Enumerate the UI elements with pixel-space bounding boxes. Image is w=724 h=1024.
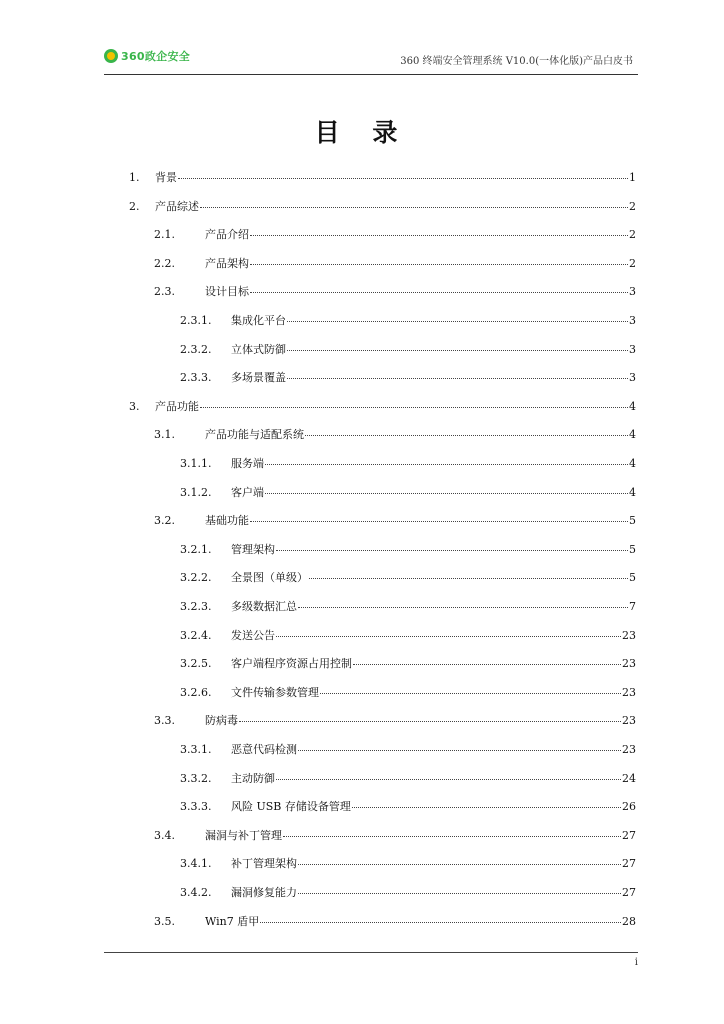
toc-entry[interactable] <box>129 398 636 418</box>
header-divider <box>104 74 638 75</box>
toc-entry-label: 全景图（单级） <box>231 571 308 585</box>
toc-entry-label: 客户端程序资源占用控制 <box>231 657 352 671</box>
dot-leader <box>265 493 628 494</box>
toc-entry-label: 客户端 <box>231 485 264 499</box>
dot-leader <box>260 922 621 923</box>
toc-entry-label: 管理架构 <box>231 542 275 556</box>
dot-leader <box>298 750 621 751</box>
toc-entry[interactable] <box>154 426 636 446</box>
toc-entry-number: 3.1. <box>154 428 175 442</box>
dot-leader <box>287 378 628 379</box>
toc-entry-page: 2 <box>629 228 636 242</box>
toc-entry-number: 3.1.1. <box>180 457 212 470</box>
toc-entry-page: 4 <box>629 428 636 442</box>
toc-entry[interactable] <box>180 655 636 675</box>
toc-entry[interactable] <box>180 341 636 361</box>
toc-entry-number: 3.5. <box>154 914 175 928</box>
toc-entry-label: 集成化平台 <box>231 314 286 327</box>
toc-entry-number: 3.4.2. <box>180 886 212 899</box>
toc-entry-page: 26 <box>622 800 636 814</box>
toc-entry-page: 4 <box>629 399 636 413</box>
toc-entry-page: 4 <box>629 485 636 499</box>
toc-entry-number: 3. <box>129 399 140 413</box>
toc-entry[interactable] <box>154 512 636 532</box>
toc-entry-number: 2.3. <box>154 285 175 299</box>
dot-leader <box>178 178 628 179</box>
toc-entry-page: 24 <box>622 771 636 785</box>
toc-entry-number: 3.3. <box>154 714 175 728</box>
toc-entry-number: 3.3.1. <box>180 743 212 756</box>
toc-entry-label: 立体式防御 <box>231 342 286 356</box>
dot-leader <box>287 350 628 351</box>
toc-entry-number: 1. <box>129 171 140 184</box>
logo-text: 360政企安全 <box>121 50 191 63</box>
toc-entry-number: 2.3.3. <box>180 371 212 385</box>
toc-entry[interactable] <box>180 369 636 389</box>
dot-leader <box>276 550 628 551</box>
toc-entry-number: 3.3.3. <box>180 800 212 814</box>
toc-entry-number: 3.2.5. <box>180 657 212 671</box>
dot-leader <box>352 807 621 808</box>
toc-entry-label: 漏洞与补丁管理 <box>205 828 282 842</box>
toc-entry-number: 2.2. <box>154 256 175 270</box>
toc-entry-page: 5 <box>629 542 636 556</box>
toc-entry-label: 服务端 <box>231 457 264 470</box>
toc-entry[interactable] <box>180 884 636 904</box>
dot-leader <box>320 693 621 694</box>
dot-leader <box>305 435 628 436</box>
toc-entry-page: 27 <box>622 886 636 899</box>
toc-entry-label: 基础功能 <box>205 514 249 528</box>
dot-leader <box>200 407 628 408</box>
toc-entry-number: 3.4.1. <box>180 857 212 871</box>
toc-entry-number: 3.2.4. <box>180 628 212 642</box>
dot-leader <box>250 264 628 265</box>
toc-entry-label: 漏洞修复能力 <box>231 886 297 899</box>
toc-entry-label: 补丁管理架构 <box>231 857 297 871</box>
toc-entry[interactable] <box>180 569 636 589</box>
toc-entry[interactable] <box>154 255 636 275</box>
toc-entry-page: 27 <box>622 828 636 842</box>
toc-entry-number: 3.2.6. <box>180 685 212 699</box>
toc-entry-label: 背景 <box>155 171 177 184</box>
toc-entry-number: 2. <box>129 199 140 213</box>
toc-entry-page: 3 <box>629 285 636 299</box>
toc-entry[interactable] <box>180 798 636 818</box>
dot-leader <box>239 721 621 722</box>
toc-entry[interactable] <box>129 169 636 189</box>
toc-entry-page: 3 <box>629 371 636 385</box>
toc-entry-label: 防病毒 <box>205 714 238 728</box>
toc-entry-label: 多级数据汇总 <box>231 600 297 613</box>
toc-entry-page: 27 <box>622 857 636 871</box>
toc-entry[interactable] <box>180 770 636 790</box>
toc-entry[interactable] <box>180 627 636 647</box>
toc-entry[interactable] <box>180 598 636 618</box>
toc-entry-label: 多场景覆盖 <box>231 371 286 385</box>
dot-leader <box>353 664 621 665</box>
dot-leader <box>250 521 628 522</box>
toc-entry-number: 3.2.1. <box>180 542 212 556</box>
toc-entry-number: 3.2.2. <box>180 571 212 585</box>
toc-entry-label: 产品功能 <box>155 399 199 413</box>
toc-entry-page: 28 <box>622 914 636 928</box>
dot-leader <box>276 779 621 780</box>
toc-entry[interactable] <box>180 455 636 475</box>
toc-entry[interactable] <box>180 684 636 704</box>
footer-divider <box>104 952 638 953</box>
dot-leader <box>298 607 628 608</box>
dot-leader <box>250 235 628 236</box>
logo-icon <box>104 49 118 63</box>
toc-entry-page: 23 <box>622 743 636 756</box>
toc-entry-page: 5 <box>629 571 636 585</box>
toc-entry-page: 23 <box>622 657 636 671</box>
toc-entry-page: 3 <box>629 342 636 356</box>
toc-entry-number: 3.2.3. <box>180 600 212 613</box>
toc-entry-page: 1 <box>629 171 636 184</box>
toc-entry-number: 3.2. <box>154 514 175 528</box>
toc-entry[interactable] <box>180 541 636 561</box>
toc-entry[interactable] <box>154 827 636 847</box>
page-number: i <box>634 957 638 968</box>
dot-leader <box>200 207 628 208</box>
toc-entry-page: 2 <box>629 199 636 213</box>
toc-entry[interactable] <box>154 283 636 303</box>
dot-leader <box>298 864 621 865</box>
toc-entry-page: 5 <box>629 514 636 528</box>
toc-entry-label: 发送公告 <box>231 628 275 642</box>
toc-entry[interactable] <box>154 712 636 732</box>
dot-leader <box>265 464 628 465</box>
toc-entry[interactable] <box>180 312 636 332</box>
toc-entry[interactable] <box>129 198 636 218</box>
toc-entry[interactable] <box>154 913 636 933</box>
toc-entry-label: 恶意代码检测 <box>231 743 297 756</box>
logo <box>104 48 190 64</box>
toc-entry-number: 2.3.1. <box>180 314 212 327</box>
dot-leader <box>309 578 628 579</box>
toc-title: 目 录 <box>314 118 410 147</box>
toc-entry[interactable] <box>180 484 636 504</box>
toc-entry-page: 2 <box>629 256 636 270</box>
dot-leader <box>276 636 621 637</box>
toc-entry-label: 主动防御 <box>231 771 275 785</box>
toc-entry-page: 23 <box>622 714 636 728</box>
toc-entry-label: 产品功能与适配系统 <box>205 428 304 442</box>
toc-entry[interactable] <box>180 741 636 761</box>
toc-entry-number: 2.1. <box>154 228 175 242</box>
dot-leader <box>250 292 628 293</box>
toc-entry-label: Win7 盾甲 <box>205 914 260 928</box>
toc-entry-page: 23 <box>622 628 636 642</box>
toc-entry[interactable] <box>180 855 636 875</box>
toc-entry-number: 3.3.2. <box>180 771 212 785</box>
toc-entry-page: 3 <box>629 314 636 327</box>
toc-entry-number: 3.4. <box>154 828 175 842</box>
toc-entry-label: 风险 USB 存储设备管理 <box>231 800 351 814</box>
toc-entry-page: 23 <box>622 685 636 699</box>
toc-entry-number: 2.3.2. <box>180 342 212 356</box>
dot-leader <box>287 321 628 322</box>
toc-entry-label: 文件传输参数管理 <box>231 685 319 699</box>
toc-entry-label: 设计目标 <box>205 285 249 299</box>
dot-leader <box>298 893 621 894</box>
toc-entry-label: 产品架构 <box>205 256 249 270</box>
toc-entry-page: 7 <box>629 600 636 613</box>
dot-leader <box>283 836 621 837</box>
toc-entry-number: 3.1.2. <box>180 485 212 499</box>
toc-entry-page: 4 <box>629 457 636 470</box>
toc-entry[interactable] <box>154 226 636 246</box>
toc-entry-label: 产品介绍 <box>205 228 249 242</box>
document-title: 360 终端安全管理系统 V10.0(一体化版)产品白皮书 <box>400 56 633 67</box>
toc-entry-label: 产品综述 <box>155 199 199 213</box>
